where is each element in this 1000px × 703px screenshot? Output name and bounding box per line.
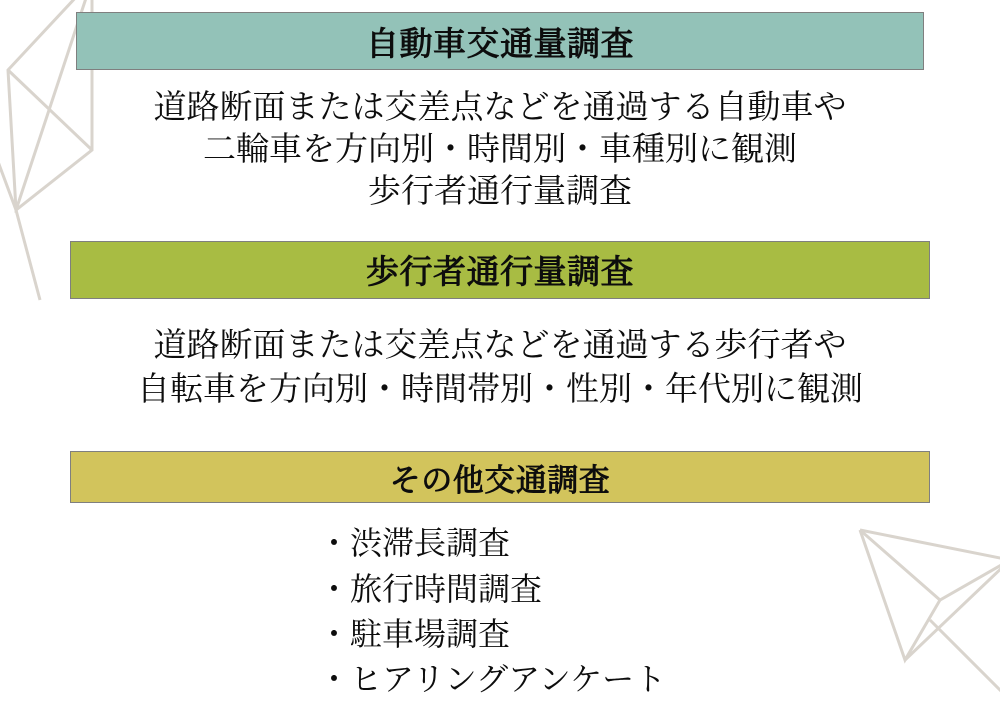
section-body-pedestrian-traffic-survey bbox=[30, 323, 970, 411]
section-heading-vehicle-traffic-survey: 自動車交通量調査 bbox=[76, 12, 924, 70]
body-line: 自転車を方向別・時間帯別・性別・年代別に観測 bbox=[137, 369, 863, 407]
section-heading-pedestrian-traffic-survey: 歩行者通行量調査 bbox=[70, 241, 930, 299]
list-item: ・駐車場調査 bbox=[318, 616, 511, 653]
body-line: 二輪車を方向別・時間別・車種別に観測 bbox=[203, 130, 797, 168]
list-item: ・ヒアリングアンケート bbox=[318, 661, 667, 698]
section-body-other-traffic-survey bbox=[318, 521, 1000, 703]
section-heading-other-traffic-survey: その他交通調査 bbox=[70, 451, 930, 503]
list-item: ・渋滞長調査 bbox=[318, 525, 511, 562]
list-item: ・旅行時間調査 bbox=[318, 570, 543, 607]
body-line: 道路断面または交差点などを通過する歩行者や bbox=[153, 325, 847, 363]
body-line: 道路断面または交差点などを通過する自動車や bbox=[153, 88, 847, 125]
body-line: 歩行者通行量調査 bbox=[368, 172, 632, 210]
section-body-vehicle-traffic-survey bbox=[30, 86, 970, 213]
